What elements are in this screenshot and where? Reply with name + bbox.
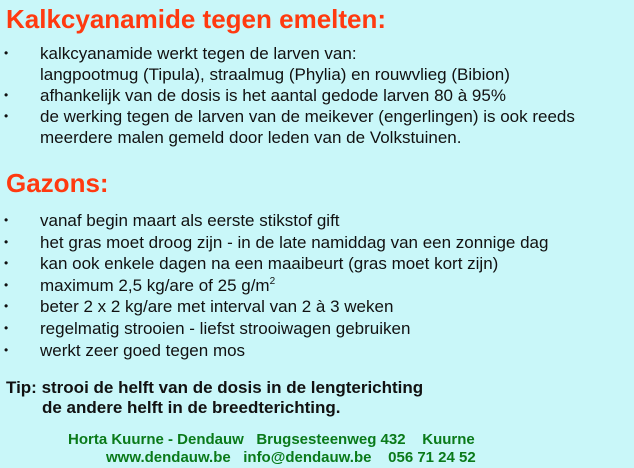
- bullet-icon: •: [4, 256, 9, 271]
- list-item: [0, 85, 575, 106]
- bullet-icon: •: [4, 234, 9, 249]
- bullet-icon: •: [4, 342, 9, 357]
- list-item-text: kalkcyanamide werkt tegen de larven van:: [40, 44, 357, 63]
- gazons-list: [0, 210, 548, 361]
- list-item-text: regelmatig strooien - liefst strooiwagen gebruiken: [40, 318, 411, 338]
- list-item-text: meerdere malen gemeld door leden van de Volkstuinen.: [40, 128, 462, 147]
- footer-address: Horta Kuurne - Dendauw Brugsesteenweg 432 Kuurne: [68, 431, 475, 448]
- list-item: [0, 106, 575, 148]
- bullet-icon: •: [4, 299, 9, 314]
- list-item: [0, 253, 548, 275]
- list-item: [0, 232, 548, 254]
- tip-line-2: de andere helft in de breedterichting.: [42, 398, 341, 417]
- list-item-text: afhankelijk van de dosis is het aantal gedode larven 80 à 95%: [40, 86, 506, 105]
- heading-kalkcyanamide: Kalkcyanamide tegen emelten:: [6, 4, 387, 34]
- list-item-text: kan ook enkele dagen na een maaibeurt (gras moet kort zijn): [40, 254, 499, 274]
- tip-block: [6, 378, 423, 418]
- list-item: [0, 296, 548, 318]
- list-item: [0, 210, 548, 232]
- list-item-text: de werking tegen de larven van de meikever (engerlingen) is ook reeds: [40, 107, 575, 126]
- list-item-text: vanaf begin maart als eerste stikstof gift: [40, 211, 340, 230]
- superscript: 2: [269, 275, 276, 287]
- heading-gazons: Gazons:: [6, 168, 109, 198]
- bullet-icon: •: [4, 88, 9, 102]
- bullet-icon: •: [4, 109, 9, 123]
- list-item: [0, 340, 548, 362]
- list-item-text: het gras moet droog zijn - in de late namiddag van een zonnige dag: [40, 232, 549, 252]
- footer-contact: www.dendauw.be info@dendauw.be 056 71 24 52: [106, 449, 476, 466]
- list-item-text: beter 2 x 2 kg/are met interval van 2 à 3 weken: [40, 297, 394, 317]
- kalkcyanamide-list: [0, 43, 575, 148]
- bullet-icon: •: [4, 277, 9, 292]
- bullet-icon: •: [4, 46, 9, 60]
- list-item-text: werkt zeer goed tegen mos: [40, 340, 246, 360]
- list-item-text: langpootmug (Tipula), straalmug (Phylia) en rouwvlieg (Bibion): [40, 65, 510, 84]
- list-item: [0, 318, 548, 340]
- bullet-icon: •: [4, 320, 9, 335]
- tip-line-1: Tip: strooi de helft van de dosis in de lengterichting: [6, 378, 424, 397]
- list-item: [0, 43, 575, 85]
- list-item-text: maximum 2,5 kg/are of 25 g/m: [40, 275, 270, 295]
- bullet-icon: •: [4, 213, 9, 227]
- list-item: [0, 275, 548, 297]
